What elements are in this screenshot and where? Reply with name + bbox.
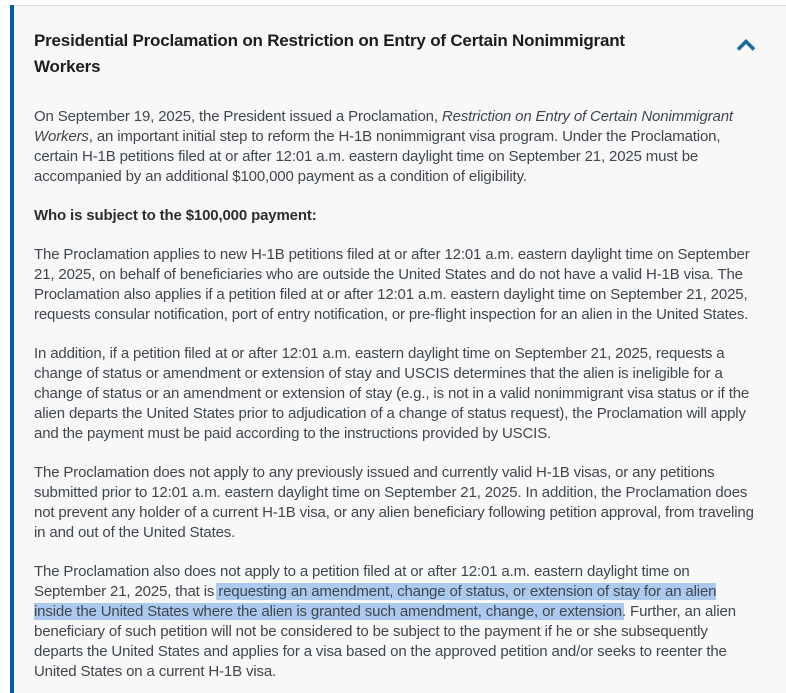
accordion-header[interactable] bbox=[14, 6, 786, 80]
paragraph-intro-post: , an important initial step to reform the H-1B nonimmigrant visa program. Under the Proclamation, certain H-1B petitions filed at or after 12:01 a.m. eastern daylight time on September 21, 2025 must be accompanied by an additional $100,000 payment as a condition of eligibility. bbox=[34, 128, 721, 185]
accordion-item-proclamation bbox=[10, 5, 786, 693]
paragraph-applies: The Proclamation applies to new H-1B petitions filed at or after 12:01 a.m. eastern daylight time on September 21, 2025, on behalf of beneficiaries who are outside the United States and do not have a valid H-1B visa. The Proclamation also applies if a petition filed at or after 12:01 a.m. eastern daylight time on September 21, 2025, requests consular notification, port of entry notification, or pre-flight inspection for an alien in the United States. bbox=[34, 246, 750, 323]
subheading-who-is-subject: Who is subject to the $100,000 payment: bbox=[34, 207, 317, 224]
paragraph-does-not-apply: The Proclamation does not apply to any previously issued and currently valid H-1B visas, or any petitions submitted prior to 12:01 a.m. eastern daylight time on September 21, 2025. In addition, the Proclamation does not prevent any holder of a current H-1B visa, or any alien beneficiary following petition approval, from traveling in and out of the United States. bbox=[34, 464, 754, 541]
paragraph-intro bbox=[34, 107, 756, 187]
accordion-content bbox=[14, 80, 786, 682]
paragraph-in-addition: In addition, if a petition filed at or after 12:01 a.m. eastern daylight time on September 21, 2025, requests a change of status or amendment or extension of stay and USCIS determines that the alien is ineligible for a change of status or an amendment or extension of stay (e.g., is not in a valid nonimmigrant visa status or if the alien departs the United States prior to adjudication of a change of status request), the Proclamation will apply and the payment must be paid according to the instructions provided by USCIS. bbox=[34, 345, 750, 442]
paragraph-intro-pre: On September 19, 2025, the President issued a Proclamation, bbox=[34, 108, 442, 125]
chevron-up-icon[interactable] bbox=[734, 37, 758, 53]
paragraph-also-does-not-apply bbox=[34, 562, 756, 682]
selected-text-highlight: requesting an amendment, change of status, or extension of stay for an alien inside the United States where the alien is granted such amendment, change, or extension bbox=[34, 583, 717, 620]
accordion-inner bbox=[14, 5, 786, 682]
paragraph-also-post: . Further, an alien beneficiary of such petition will not be considered to be subject to the payment if he or she subsequently departs the United States and applies for a visa based on the approved petition and/or seeks to reenter the United States on a current H-1B visa. bbox=[34, 603, 736, 680]
paragraph-also-pre: The Proclamation also does not apply to a petition filed at or after 12:01 a.m. eastern daylight time on September 21, 2025, that is bbox=[34, 563, 690, 600]
accordion-title: Presidential Proclamation on Restriction on Entry of Certain Nonimmigrant Workers bbox=[34, 31, 625, 76]
proclamation-title-citation: Restriction on Entry of Certain Nonimmigrant Workers bbox=[34, 108, 733, 145]
